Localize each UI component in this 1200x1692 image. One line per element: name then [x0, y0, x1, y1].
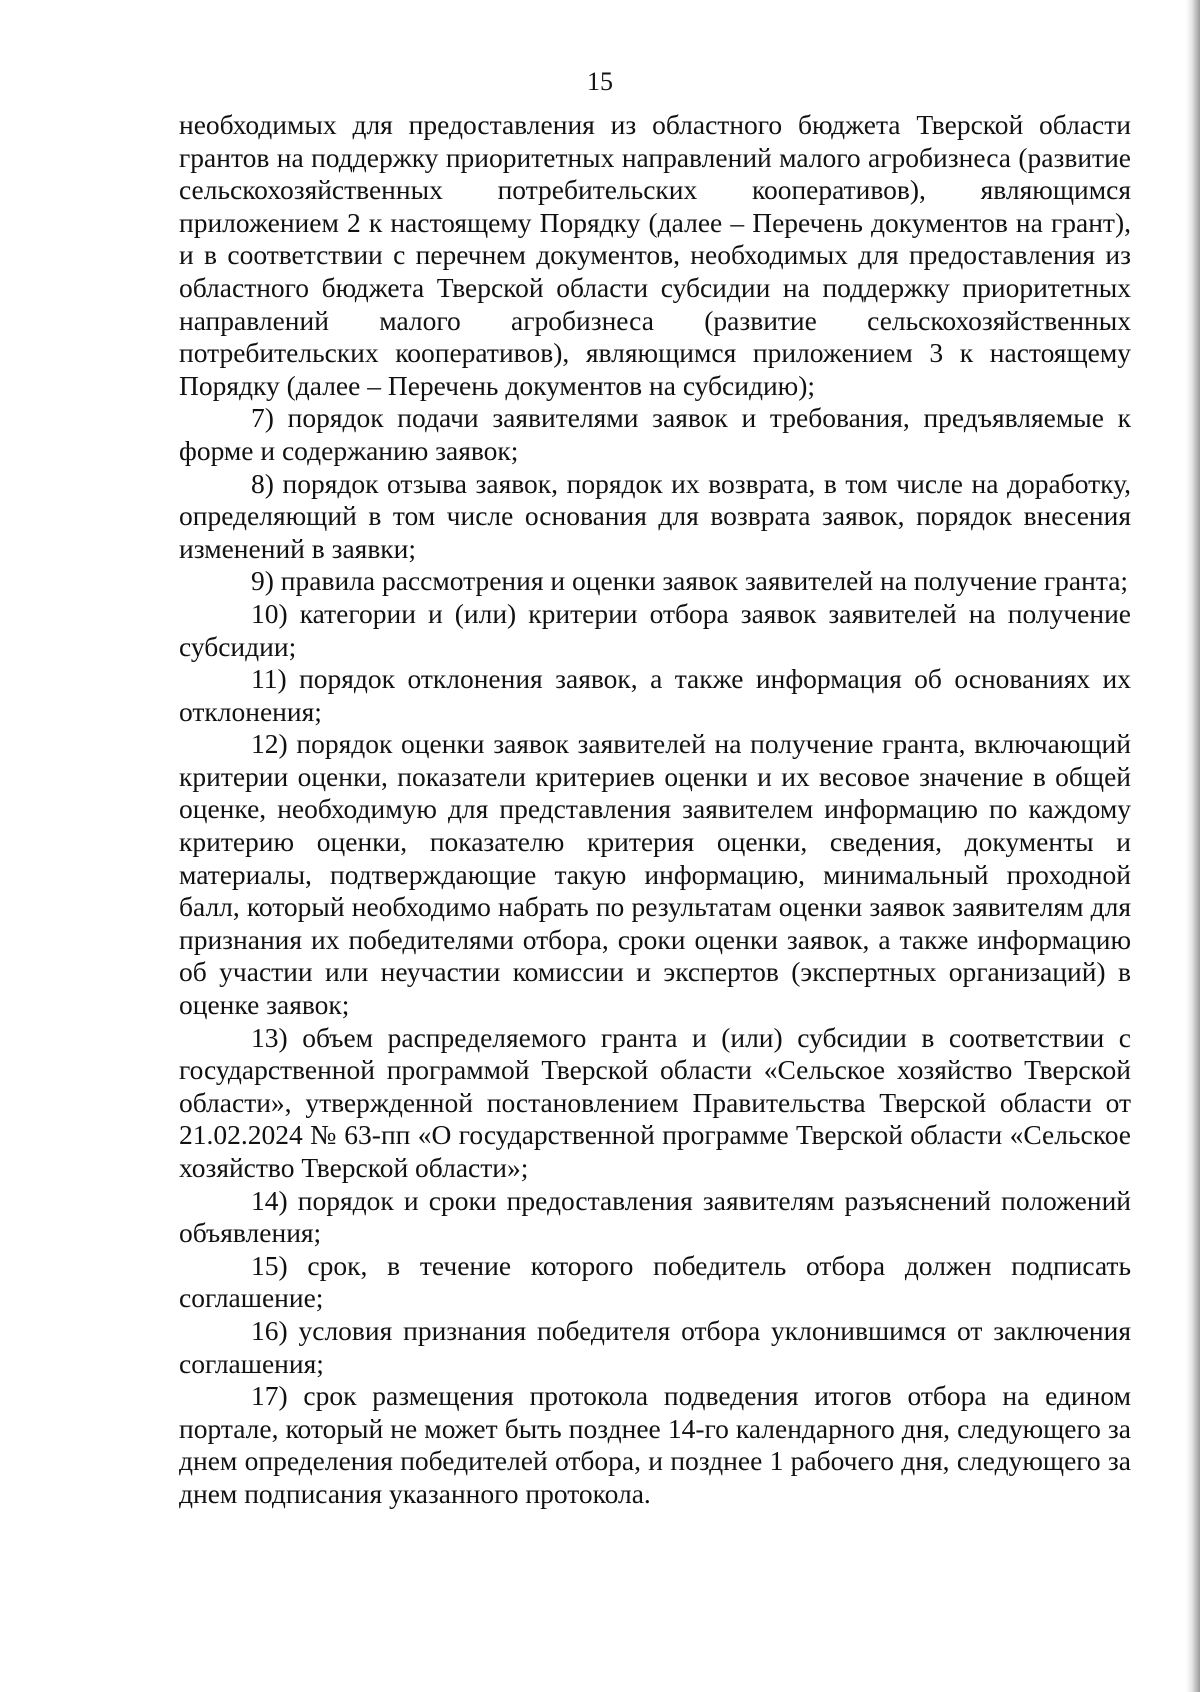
list-item-15: 15) срок, в течение которого победитель отбора должен подписать соглашение; — [179, 1249, 1131, 1314]
scan-edge-shadow — [1186, 0, 1200, 1692]
list-item-11: 11) порядок отклонения заявок, а также информация об основаниях их отклонения; — [179, 663, 1131, 727]
list-item-17: 17) срок размещения протокола подведения итогов отбора на едином портале, который не может быть позднее 14-го календарного дня, следующего за днем определения победителей отбора, и позднее 1 рабочего дня, следующего за днем подписания указанного протокола. — [179, 1380, 1131, 1509]
list-item-13: 13) объем распределяемого гранта и (или) субсидии в соответствии с государственной программой Тверской области «Сельское хозяйство Тверской области», утвержденной постановлением Правительства Тверской области от 21.02.2024 № 63-пп «О государственной программе Тверской области «Сельское хозяйство Тверской области»; — [179, 1021, 1131, 1183]
list-item-16: 16) условия признания победителя отбора уклонившимся от заключения соглашения; — [179, 1314, 1131, 1379]
document-body — [179, 109, 1131, 1511]
list-item-12: 12) порядок оценки заявок заявителей на получение гранта, включающий критерии оценки, показатели критериев оценки и их весовое значение в общей оценке, необходимую для представления заявителем информацию по каждому критерию оценки, показателю критерия оценки, сведения, документы и материалы, подтверждающие такую информацию, минимальный проходной балл, который необходимо набрать по результатам оценки заявок заявителям для признания их победителями отбора, сроки оценки заявок, а также информацию об участии или неучастии комиссии и экспертов (экспертных организаций) в оценке заявок; — [179, 728, 1131, 1021]
list-item-7: 7) порядок подачи заявителями заявок и требования, предъявляемые к форме и содержанию заявок; — [179, 402, 1131, 466]
list-item-14: 14) порядок и сроки предоставления заявителям разъяснений положений объявления; — [179, 1184, 1131, 1249]
page-number: 15 — [587, 67, 613, 96]
list-item-10: 10) категории и (или) критерии отбора заявок заявителей на получение субсидии; — [179, 597, 1131, 662]
list-item-9: 9) правила рассмотрения и оценки заявок заявителей на получение гранта; — [251, 565, 1129, 597]
paragraph-continuation: необходимых для предоставления из областного бюджета Тверской области грантов на поддержку приоритетных направлений малого агробизнеса (развитие сельскохозяйственных потребительских кооперативов), являющимся приложением 2 к настоящему Порядку (далее – Перечень документов на грант), и в соответствии с перечнем документов, необходимых для предоставления из областного бюджета Тверской области субсидии на поддержку приоритетных направлений малого агробизнеса (развитие сельскохозяйственных потребительских кооперативов), являющимся приложением 3 к настоящему Порядку (далее – Перечень документов на субсидию); — [179, 109, 1131, 401]
list-item-8: 8) порядок отзыва заявок, порядок их возврата, в том числе на доработку, определяющий в том числе основания для возврата заявок, порядок внесения изменений в заявки; — [179, 467, 1131, 564]
